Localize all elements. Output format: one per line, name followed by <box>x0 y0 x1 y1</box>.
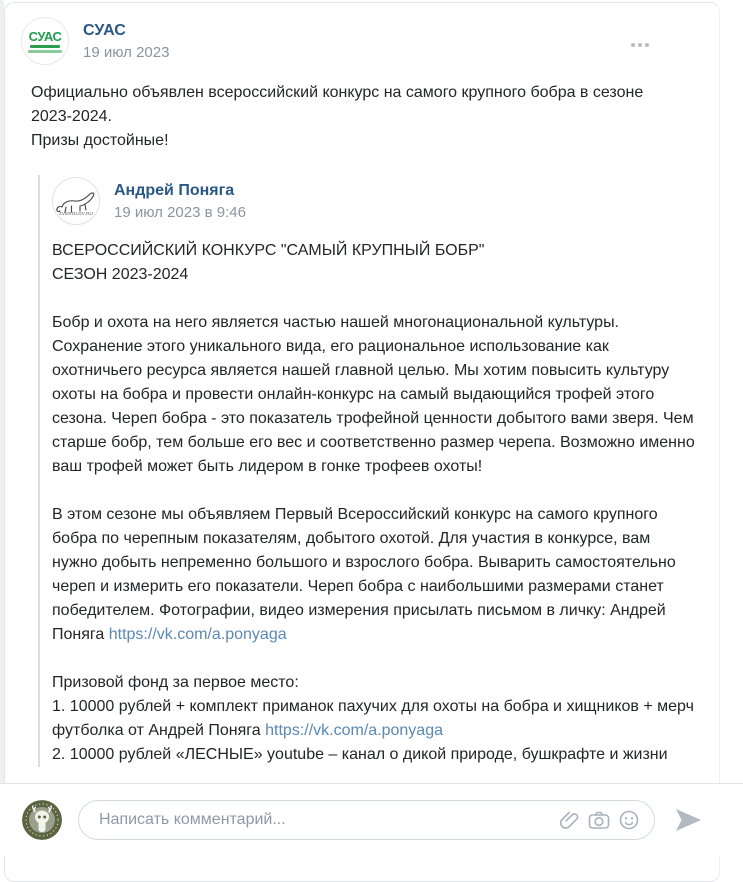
suac-logo-subline <box>30 45 60 48</box>
repost-header <box>52 175 695 225</box>
repost-paragraph-2 <box>52 503 695 647</box>
send-icon <box>673 807 703 833</box>
repost-header-meta <box>114 177 246 223</box>
attach-button[interactable] <box>554 805 584 835</box>
commenter-avatar[interactable] <box>22 800 62 840</box>
repost-date[interactable]: 19 июл 2023 в 9:46 <box>114 204 246 221</box>
post-header <box>5 3 719 65</box>
repost-paragraph-2-text: В этом сезоне мы объявляем Первый Всероссийский конкурс на самого крупного бобра по черепным показателям, добытого охотой. Для участия в конкурсе, вам нужно добыть непременно большого и взрослого бобра. Выварить самостоятельно череп и измерить его показатели. Череп бобра с наибольшими размерами станет победителем. Фотографии, видео измерения присылать письмом в личку: Андрей Поняга <box>52 506 676 643</box>
more-options-icon <box>645 43 649 47</box>
post-date[interactable]: 19 июл 2023 <box>83 44 170 61</box>
post-text <box>5 65 705 153</box>
post-text-main: Официально объявлен всероссийский конкурс на самого крупного бобра в сезоне 2023-2024. <box>31 84 644 125</box>
paperclip-icon <box>558 809 580 831</box>
repost-title <box>52 239 695 287</box>
group-avatar[interactable] <box>21 17 69 65</box>
repost-author-name[interactable]: Андрей Поняга <box>114 182 235 199</box>
prize-item-1-text: 1. 10000 рублей + комплект приманок пахучих для охоты на бобра и хищников + мерч футболка от Андрей Поняга <box>52 698 694 739</box>
ponyaga-profile-link[interactable]: https://vk.com/a.ponyaga <box>108 626 287 643</box>
repost-title-line2: СЕЗОН 2023-2024 <box>52 266 189 283</box>
suac-logo: СУАС <box>28 28 62 44</box>
more-options-button[interactable] <box>627 39 653 51</box>
send-comment-button[interactable] <box>671 805 705 835</box>
repost-author-avatar[interactable] <box>52 177 100 225</box>
prize-item-1 <box>52 695 695 743</box>
comment-input-wrap <box>78 800 655 840</box>
suac-logo-subline2 <box>28 50 62 53</box>
ponyaga-profile-link-2[interactable]: https://vk.com/a.ponyaga <box>265 722 443 739</box>
prize-item-2: 2. 10000 рублей «ЛЕСНЫЕ» youtube – канал о дикой природе, бушкрафте и жизни <box>52 746 668 763</box>
post-header-meta <box>83 17 169 63</box>
comment-input[interactable] <box>97 810 554 830</box>
post-author-name[interactable]: СУАС <box>83 22 126 39</box>
more-options-icon <box>638 43 642 47</box>
reposted-post <box>38 175 695 767</box>
smiley-icon <box>618 809 640 831</box>
photo-button[interactable] <box>584 805 614 835</box>
hunter-club-badge-icon <box>22 800 62 840</box>
post-card <box>4 2 720 882</box>
prizes-intro: Призовой фонд за первое место: <box>52 674 299 691</box>
more-options-icon <box>631 43 635 47</box>
emoji-button[interactable] <box>614 805 644 835</box>
repost-paragraph-1: Бобр и охота на него является частью нашей многонациональной культуры. Сохранение этого уникального вида, его рациональное использование как охотничьего ресурса является нашей главной целью. Мы хотим повысить культуру охоты на бобра и провести онлайн-конкурс на самый выдающийся трофей этого сезона. Череп бобра - это показатель трофейной ценности добытого вами зверя. Чем старше бобр, тем больше его вес и соответственно размер черепа. Возможно именно ваш трофей может быть лидером в гонке трофеев охоты! <box>52 314 695 475</box>
repost-avatar-caption: ZVEROLOV.RU <box>58 210 94 216</box>
repost-title-line1: ВСЕРОССИЙСКИЙ КОНКУРС "САМЫЙ КРУПНЫЙ БОБР" <box>52 242 485 259</box>
post-text-secondary: Призы достойные! <box>31 132 169 149</box>
comment-bar <box>0 784 743 856</box>
camera-icon <box>587 809 611 831</box>
repost-body <box>52 239 695 767</box>
